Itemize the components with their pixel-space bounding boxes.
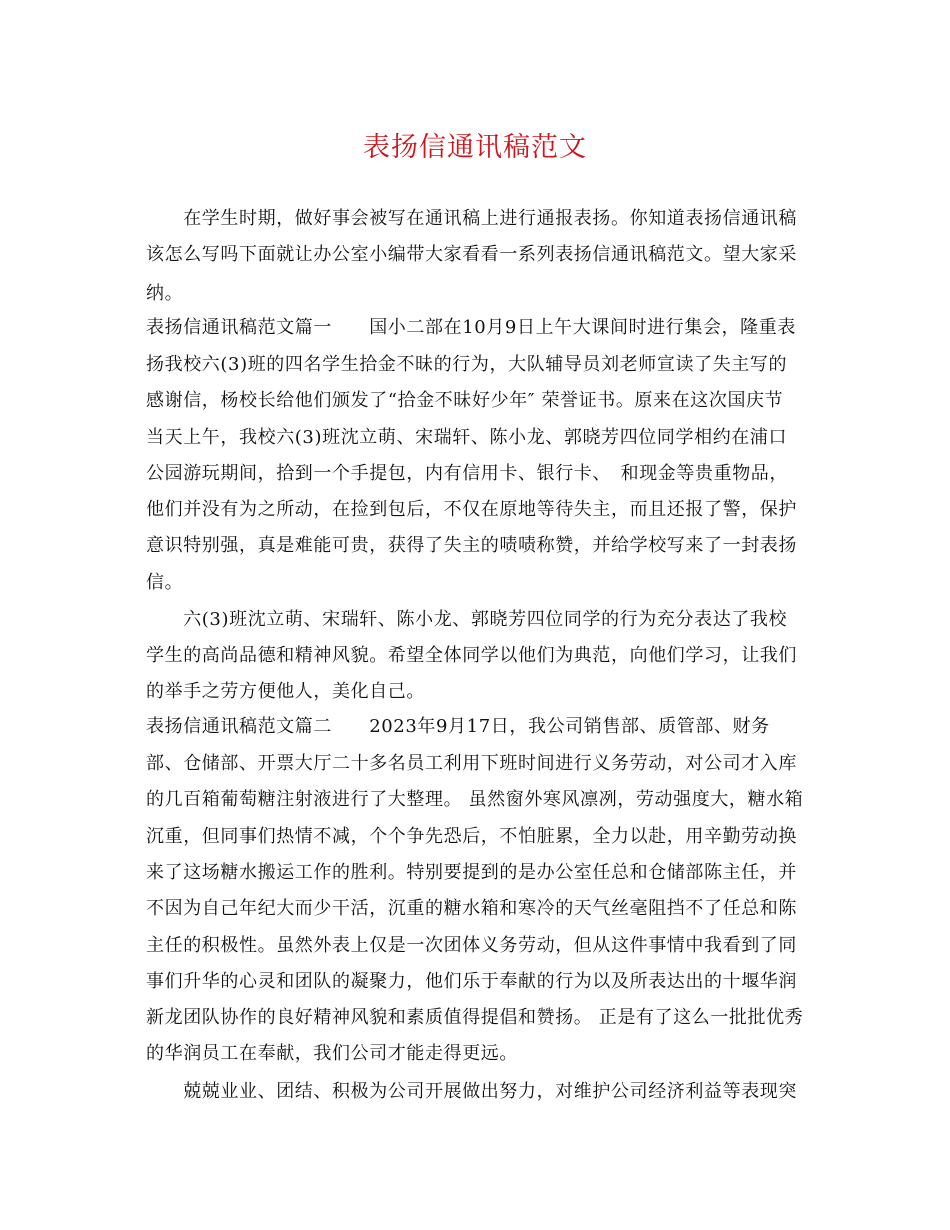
body-line: 的几百箱葡萄糖注射液进行了大整理。 虽然窗外寒风凛冽，劳动强度大，糖水箱 (146, 789, 804, 810)
body-line: 的举手之劳方便他人，美化自己。 (146, 681, 425, 702)
body-line: 兢兢业业、团结、积极为公司开展做出努力，对维护公司经济利益等表现突 (146, 1081, 797, 1102)
body-line: 公园游玩期间，拾到一个手提包，内有信用卡、银行卡、 和现金等贵重物品， (146, 463, 788, 484)
body-line: 的华润员工在奉献，我们公司才能走得更远。 (146, 1043, 518, 1064)
body-line: 主任的积极性。虽然外表上仅是一次团体义务劳动，但从这件事情中我看到了同 (146, 935, 797, 956)
body-line: 意识特别强，真是难能可贵，获得了失主的啧啧称赞，并给学校写来了一封表扬 (146, 535, 797, 556)
body-line: 该怎么写吗下面就让办公室小编带大家看看一系列表扬信通讯稿范文。望大家采 (146, 244, 797, 265)
body-line: 六(3)班沈立萌、宋瑞轩、陈小龙、郭晓芳四位同学的行为充分表达了我校 (146, 609, 788, 630)
body-line: 新龙团队协作的良好精神风貌和素质值得提倡和赞扬。 正是有了这么一批批优秀 (146, 1007, 804, 1028)
document-title: 表扬信通讯稿范文 (363, 132, 587, 163)
body-line: 当天上午，我校六(3)班沈立萌、宋瑞轩、陈小龙、郭晓芳四位同学相约在浦口 (146, 427, 788, 448)
body-line: 表扬信通讯稿范文篇二 2023年9月17日，我公司销售部、质管部、财务 (146, 716, 770, 737)
body-line: 沉重，但同事们热情不减，个个争先恐后，不怕脏累，全力以赴，用辛勤劳动换 (146, 826, 797, 847)
body-line: 不因为自己年纪大而少干活，沉重的糖水箱和寒冷的天气丝毫阻挡不了任总和陈 (146, 898, 797, 919)
body-line: 学生的高尚品德和精神风貌。希望全体同学以他们为典范，向他们学习，让我们 (146, 645, 797, 666)
body-line: 表扬信通讯稿范文篇一 国小二部在10月9日上午大课间时进行集会，隆重表 (146, 317, 796, 338)
body-line: 来了这场糖水搬运工作的胜利。特别要提到的是办公室任总和仓储部陈主任，并 (146, 862, 797, 883)
body-line: 纳。 (146, 283, 184, 304)
body-line: 扬我校六(3)班的四名学生拾金不昧的行为，大队辅导员刘老师宣读了失主写的 (146, 354, 788, 375)
body-line: 感谢信，杨校长给他们颁发了“拾金不昧好少年″ 荣誉证书。原来在这次国庆节 (146, 390, 784, 411)
body-line: 在学生时期，做好事会被写在通讯稿上进行通报表扬。你知道表扬信通讯稿 (146, 208, 797, 229)
body-line: 信。 (146, 572, 184, 593)
body-line: 部、仓储部、开票大厅二十多名员工利用下班时间进行义务劳动，对公司才入库 (146, 753, 797, 774)
body-line: 事们升华的心灵和团队的凝聚力，他们乐于奉献的行为以及所表达出的十堰华润 (146, 971, 797, 992)
body-line: 他们并没有为之所动，在捡到包后，不仅在原地等待失主，而且还报了警，保护 (146, 499, 797, 520)
